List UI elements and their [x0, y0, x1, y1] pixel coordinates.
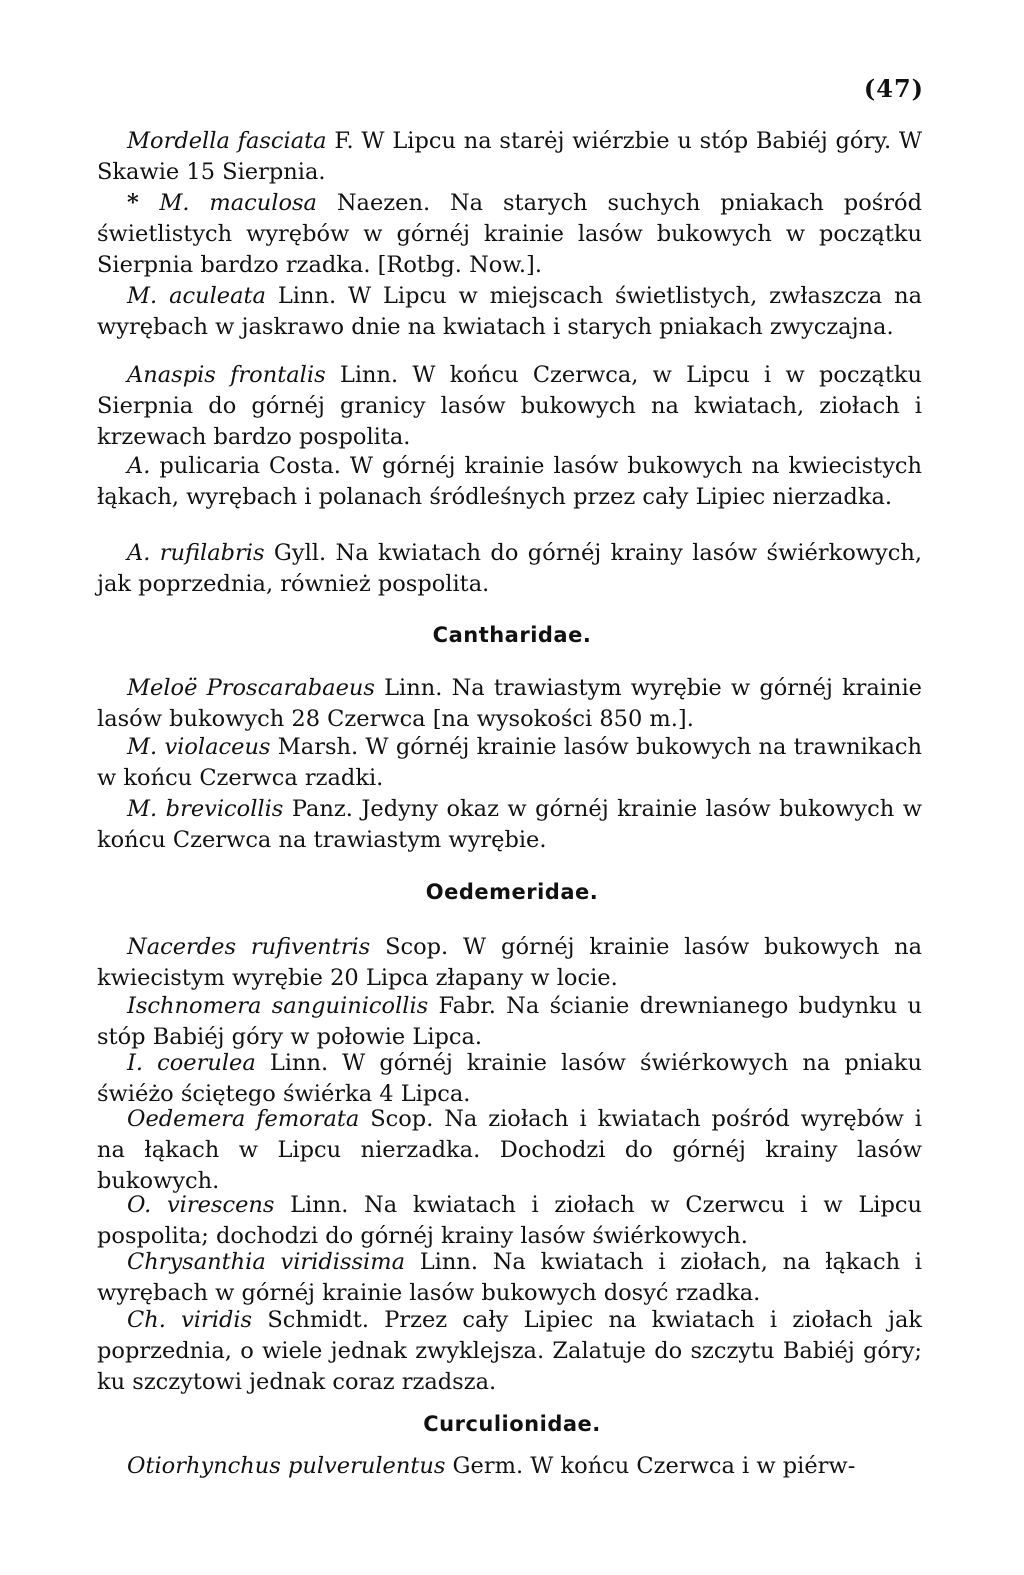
entry-text: Linn. W Lipcu w miejscach świetlistych, zwłaszcza na wyrębach w jaskrawo dnie na kwiatach i starych pniakach zwyczajna.	[97, 283, 922, 340]
entry-text: Naezen. Na starych suchych pniakach pośród świetlistych wyrębów w górnéj krainie lasów bukowych w początku Sierpnia bardzo rzadka. [Rotbg. Now.].	[97, 190, 922, 278]
entry-i-coerulea	[97, 1048, 922, 1110]
species-name: Oedemera femorata	[127, 1106, 360, 1132]
species-name: Ch. viridis	[127, 1307, 253, 1333]
species-name: Ischnomera sanguinicollis	[127, 993, 429, 1019]
entry-m-violaceus	[97, 732, 922, 794]
entry-m-brevicollis	[97, 794, 922, 856]
species-name: A.	[127, 453, 151, 479]
species-name: M. violaceus	[127, 734, 271, 760]
asterisk-marker: *	[127, 190, 160, 216]
entry-oedemera-femorata	[97, 1104, 922, 1197]
species-name: Meloë Proscarabaeus	[127, 675, 375, 701]
section-heading-cantharidae: Cantharidae.	[432, 623, 592, 647]
entry-text: Linn. Na kwiatach i ziołach w Czerwcu i w Lipcu pospolita; dochodzi do górnéj krainy lasów świérkowych.	[97, 1192, 922, 1249]
entry-m-aculeata	[97, 281, 922, 343]
page-number: (47)	[863, 74, 924, 103]
entry-ischnomera-sanguinicollis	[97, 991, 922, 1053]
section-heading-oedemeridae: Oedemeridae.	[425, 880, 599, 904]
species-name: Nacerdes rufiventris	[127, 934, 371, 960]
entry-text: Schmidt. Przez cały Lipiec na kwiatach i ziołach jak poprzednia, o wiele jednak zwyklejsza. Zalatuje do szczytu Babiéj góry; ku szczytowi jednak coraz rzadsza.	[97, 1307, 922, 1395]
entry-text: Scop. Na ziołach i kwiatach pośród wyrębów i na łąkach w Lipcu nierzadka. Dochodzi do górnéj krainy lasów bukowych.	[97, 1106, 922, 1194]
species-name: M. maculosa	[159, 190, 317, 216]
entry-meloe-proscarabaeus	[97, 673, 922, 735]
species-name: M. brevicollis	[127, 796, 284, 822]
entry-text: Marsh. W górnéj krainie lasów bukowych na trawnikach w końcu Czerwca rzadki.	[97, 734, 922, 791]
entry-chrysanthia-viridissima	[97, 1247, 922, 1309]
entry-text: pulicaria Costa. W górnéj krainie lasów bukowych na kwiecistych łąkach, wyrębach i polanach śródleśnych przez cały Lipiec nierzadka.	[97, 453, 922, 510]
entry-text: Linn. Na kwiatach i ziołach, na łąkach i wyrębach w górnéj krainie lasów bukowych dosyć rzadka.	[97, 1249, 922, 1306]
species-name: O. virescens	[127, 1192, 275, 1218]
entry-text: Panz. Jedyny okaz w górnéj krainie lasów bukowych w końcu Czerwca na trawiastym wyrębie.	[97, 796, 922, 853]
species-name: M. aculeata	[127, 283, 266, 309]
entry-text: F. W Lipcu na starėj wiérzbie u stóp Babiéj góry. W Skawie 15 Sierpnia.	[97, 128, 922, 185]
species-name: Chrysanthia viridissima	[127, 1249, 405, 1275]
entry-o-virescens	[97, 1190, 922, 1252]
entry-text: Linn. W górnéj krainie lasów świérkowych na pniaku świéżo ściętego świérka 4 Lipca.	[97, 1050, 923, 1107]
entry-ch-viridis	[97, 1305, 922, 1398]
entry-text: Fabr. Na ścianie drewnianego budynku u stóp Babiéj góry w połowie Lipca.	[97, 993, 922, 1050]
species-name: Mordella fasciata	[127, 128, 327, 154]
entry-nacerdes-rufiventris	[97, 932, 922, 994]
species-name: I. coerulea	[127, 1050, 256, 1076]
entry-otiorhynchus-pulverulentus	[97, 1451, 922, 1482]
entry-text: Scop. W górnéj krainie lasów bukowych na kwiecistym wyrębie 20 Lipca złapany w locie.	[97, 934, 922, 991]
species-name: Anaspis frontalis	[127, 362, 326, 388]
section-heading-curculionidae: Curculionidae.	[423, 1412, 601, 1436]
entry-text: Gyll. Na kwiatach do górnéj krainy lasów świérkowych, jak poprzednia, również pospolita.	[97, 540, 922, 597]
entry-text: Linn. Na trawiastym wyrębie w górnéj krainie lasów bukowych 28 Czerwca [na wysokości 850 m.].	[97, 675, 922, 732]
entry-a-rufilabris	[97, 538, 922, 600]
species-name: A. rufilabris	[127, 540, 265, 566]
entry-mordella-fasciata	[97, 126, 922, 188]
species-name: Otiorhynchus pulverulentus	[127, 1453, 446, 1479]
entry-anaspis-frontalis	[97, 360, 922, 453]
entry-m-maculosa	[97, 188, 922, 281]
entry-text: Linn. W końcu Czerwca, w Lipcu i w początku Sierpnia do górnéj granicy lasów bukowych na kwiatach, ziołach i krzewach bardzo pospolita.	[97, 362, 922, 450]
entry-text: Germ. W końcu Czerwca i w piérw-	[445, 1453, 856, 1479]
entry-a-pulicaria	[97, 451, 922, 513]
